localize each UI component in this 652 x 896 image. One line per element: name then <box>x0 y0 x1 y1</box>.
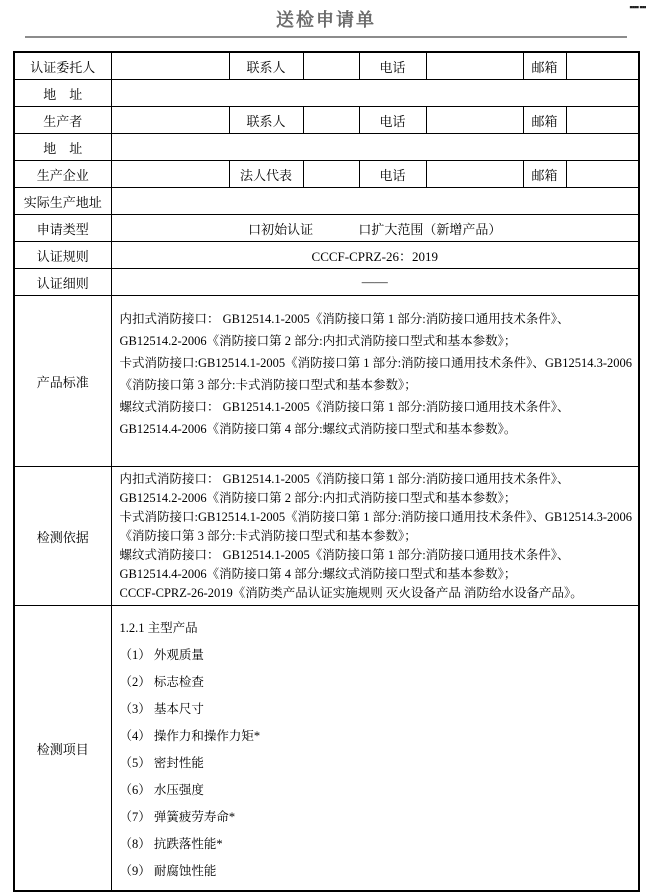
manufacturer-legal-rep-field[interactable] <box>303 161 359 188</box>
certification-rule-label: 认证规则 <box>14 242 111 269</box>
text-line: 1.2.1 主型产品 <box>119 621 198 635</box>
text-line: 卡式消防接口:GB12514.1-2005《消防接口第 1 部分:消防接口通用技术条件》、GB12514.3-2006 <box>119 510 633 524</box>
applicant-name-field[interactable] <box>111 52 229 80</box>
row-certification-rule <box>14 242 639 269</box>
producer-address-field[interactable] <box>111 134 639 161</box>
text-line: （4） 操作力和操作力矩* <box>119 729 261 743</box>
certification-detail-label: 认证细则 <box>14 269 111 296</box>
certification-rule-value: CCCF-CPRZ-26：2019 <box>111 242 639 269</box>
text-line: 螺纹式消防接口： GB12514.1-2005《消防接口第 1 部分:消防接口通用技术条件》、 <box>119 548 570 562</box>
applicant-contact-field[interactable] <box>303 52 359 80</box>
text-line: （9） 耐腐蚀性能 <box>119 864 217 878</box>
row-actual-address <box>14 188 639 215</box>
manufacturer-name-field[interactable] <box>111 161 229 188</box>
product-standard-text <box>111 296 639 467</box>
row-producer <box>14 107 639 134</box>
applicant-phone-label: 电话 <box>359 52 426 80</box>
producer-contact-label: 联系人 <box>229 107 303 134</box>
application-form-table <box>13 51 640 892</box>
row-application-type <box>14 215 639 242</box>
text-line: （6） 水压强度 <box>119 783 204 797</box>
product-standard-label: 产品标准 <box>14 296 111 467</box>
applicant-email-label: 邮箱 <box>523 52 566 80</box>
producer-phone-field[interactable] <box>426 107 523 134</box>
row-certification-detail <box>14 269 639 296</box>
text-line: （1） 外观质量 <box>119 648 204 662</box>
page-title: 送检申请单 <box>276 10 376 30</box>
text-line: 《消防接口第 3 部分:卡式消防接口型式和基本参数》； <box>119 529 417 543</box>
clipped-corner-text: ▪▪▪▪ ▪▪▪ <box>629 2 646 12</box>
manufacturer-label: 生产企业 <box>14 161 111 188</box>
manufacturer-phone-field[interactable] <box>426 161 523 188</box>
row-producer-address <box>14 134 639 161</box>
row-applicant-address <box>14 80 639 107</box>
test-basis-text <box>111 467 639 606</box>
test-items-label: 检测项目 <box>14 606 111 892</box>
text-line: （8） 抗跌落性能* <box>119 837 223 851</box>
checkbox-expand-scope-new-product[interactable]: 口扩大范围（新增产品） <box>358 221 502 237</box>
row-applicant <box>14 52 639 80</box>
applicant-address-label: 地 址 <box>14 80 111 107</box>
applicant-address-field[interactable] <box>111 80 639 107</box>
applicant-phone-field[interactable] <box>426 52 523 80</box>
text-line: GB12514.4-2006《消防接口第 4 部分:螺纹式消防接口型式和基本参数》； <box>119 567 517 581</box>
text-line: 卡式消防接口:GB12514.1-2005《消防接口第 1 部分:消防接口通用技术条件》、GB12514.3-2006 <box>119 356 633 370</box>
applicant-email-field[interactable] <box>566 52 639 80</box>
row-test-items <box>14 606 639 892</box>
applicant-contact-label: 联系人 <box>229 52 303 80</box>
text-line: （7） 弹簧疲劳寿命* <box>119 810 236 824</box>
manufacturer-email-field[interactable] <box>566 161 639 188</box>
application-type-label: 申请类型 <box>14 215 111 242</box>
row-product-standard <box>14 296 639 467</box>
manufacturer-legal-rep-label: 法人代表 <box>229 161 303 188</box>
certification-detail-value: —— <box>111 269 639 296</box>
text-line: （5） 密封性能 <box>119 756 204 770</box>
title-underline <box>25 36 627 38</box>
producer-contact-field[interactable] <box>303 107 359 134</box>
producer-email-label: 邮箱 <box>523 107 566 134</box>
text-line: CCCF-CPRZ-26-2019《消防类产品认证实施规则 灭火设备产品 消防给水设备产品》。 <box>119 586 583 600</box>
producer-email-field[interactable] <box>566 107 639 134</box>
page <box>0 2 652 896</box>
row-manufacturer <box>14 161 639 188</box>
text-line: 螺纹式消防接口： GB12514.1-2005《消防接口第 1 部分:消防接口通用技术条件》、 <box>119 400 570 414</box>
text-line: （2） 标志检查 <box>119 675 204 689</box>
text-line: GB12514.2-2006《消防接口第 2 部分:内扣式消防接口型式和基本参数》； <box>119 491 517 505</box>
producer-name-field[interactable] <box>111 107 229 134</box>
test-items-text <box>111 606 639 892</box>
producer-label: 生产者 <box>14 107 111 134</box>
text-line: GB12514.2-2006《消防接口第 2 部分:内扣式消防接口型式和基本参数》； <box>119 334 517 348</box>
applicant-label: 认证委托人 <box>14 52 111 80</box>
row-test-basis <box>14 467 639 606</box>
text-line: 《消防接口第 3 部分:卡式消防接口型式和基本参数》； <box>119 378 417 392</box>
text-line: GB12514.4-2006《消防接口第 4 部分:螺纹式消防接口型式和基本参数》。 <box>119 422 517 436</box>
application-type-options <box>111 215 639 242</box>
manufacturer-phone-label: 电话 <box>359 161 426 188</box>
text-line: 内扣式消防接口： GB12514.1-2005《消防接口第 1 部分:消防接口通用技术条件》、 <box>119 472 570 486</box>
manufacturer-email-label: 邮箱 <box>523 161 566 188</box>
text-line: （3） 基本尺寸 <box>119 702 204 716</box>
actual-address-field[interactable] <box>111 188 639 215</box>
actual-address-label: 实际生产地址 <box>14 188 111 215</box>
checkbox-initial-certification[interactable]: 口初始认证 <box>248 221 314 237</box>
producer-address-label: 地 址 <box>14 134 111 161</box>
test-basis-label: 检测依据 <box>14 467 111 606</box>
text-line: 内扣式消防接口： GB12514.1-2005《消防接口第 1 部分:消防接口通用技术条件》、 <box>119 312 570 326</box>
producer-phone-label: 电话 <box>359 107 426 134</box>
